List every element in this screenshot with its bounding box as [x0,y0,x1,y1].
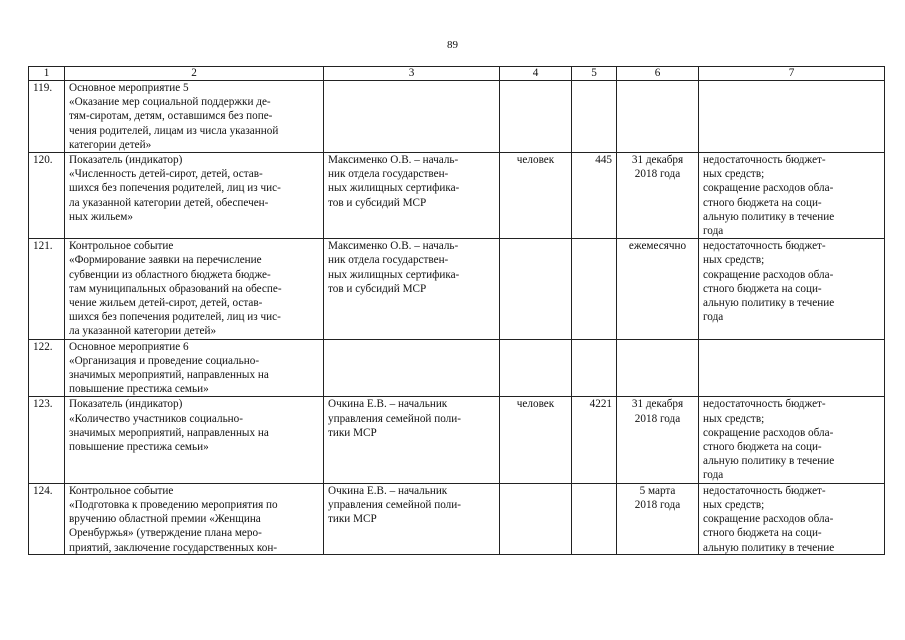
event-cell [65,153,324,239]
row-number-cell [29,239,65,339]
event-text-line: «Подготовка к проведению мероприятия по [69,498,278,511]
event-cell [65,239,324,339]
value-text: 445 [595,154,612,167]
risks-text-line: ных средств; [703,254,765,267]
table-row [29,483,885,554]
event-text-line: «Количество участников социально- [69,412,243,425]
risks-text-line: года [703,225,724,238]
risks-text-line: альную политику в течение [703,455,835,468]
event-text-line: шихся без попечения родителей, лиц из чис- [69,311,281,324]
row-number-cell [29,339,65,397]
event-text-line: Основное мероприятие 6 [69,340,189,353]
column-header: 3 [324,67,500,81]
value-cell [572,339,617,397]
responsible-cell [324,153,500,239]
unit-cell [500,483,572,554]
deadline-cell [617,81,699,153]
event-text-line: «Организация и проведение социально- [69,354,260,367]
risks-text-line: сокращение расходов обла- [703,426,834,439]
unit-cell [500,81,572,153]
plan-table [28,66,885,555]
unit-cell [500,153,572,239]
deadline-text-line: 31 декабря [631,398,684,411]
column-header: 1 [29,67,65,81]
risks-text-line: года [703,469,724,482]
value-cell [572,397,617,483]
responsible-text-line: ник отдела государствен- [328,254,449,267]
event-text-line: «Формирование заявки на перечисление [69,254,262,267]
event-text-line: значимых мероприятий, направленных на [69,426,269,439]
plan-table-body [29,81,885,555]
risks-cell [699,339,885,397]
event-text-line: вручению областной премии «Женщина [69,513,261,526]
responsible-text-line: Максименко О.В. – началь- [328,154,459,167]
row-number: 119. [33,82,53,94]
responsible-cell [324,339,500,397]
risks-text-line: стного бюджета на соци- [703,196,822,209]
deadline-cell [617,153,699,239]
event-text-line: Показатель (индикатор) [69,154,183,167]
event-text-line: чение жильем детей-сирот, детей, остав- [69,297,263,310]
event-text-line: Показатель (индикатор) [69,398,183,411]
deadline-cell [617,397,699,483]
column-header: 2 [65,67,324,81]
risks-text-line: стного бюджета на соци- [703,441,822,454]
deadline-cell [617,339,699,397]
responsible-text-line: тов и субсидий МСР [328,196,427,209]
event-text-line: субвенции из областного бюджета бюдже- [69,268,271,281]
row-number-cell [29,81,65,153]
value-text: 4221 [589,398,612,411]
event-text-line: ла указанной категории детей» [69,325,217,338]
deadline-cell [617,483,699,554]
event-text-line: «Оказание мер социальной поддержки де- [69,96,271,109]
table-row [29,239,885,339]
event-cell [65,397,324,483]
event-text-line: Контрольное событие [69,484,174,497]
event-text-line: Контрольное событие [69,240,174,253]
risks-text-line: стного бюджета на соци- [703,527,822,540]
table-row [29,81,885,153]
responsible-text-line: тики МСР [328,513,377,526]
value-cell [572,239,617,339]
event-text-line: значимых мероприятий, направленных на [69,369,269,382]
responsible-text-line: управления семейной поли- [328,412,461,425]
responsible-text-line: тов и субсидий МСР [328,282,427,295]
value-cell [572,81,617,153]
risks-cell [699,153,885,239]
table-row [29,397,885,483]
column-header: 7 [699,67,885,81]
risks-cell [699,81,885,153]
column-header: 5 [572,67,617,81]
column-header: 6 [617,67,699,81]
risks-text-line: альную политику в течение [703,541,835,554]
table-row [29,153,885,239]
deadline-text-line: 31 декабря [631,154,684,167]
risks-text-line: года [703,311,724,324]
deadline-text-line: 2018 года [634,168,681,181]
deadline-cell [617,239,699,339]
responsible-text-line: управления семейной поли- [328,498,461,511]
responsible-text-line: тики МСР [328,426,377,439]
risks-text-line: сокращение расходов обла- [703,268,834,281]
risks-text-line: недостаточность бюджет- [703,484,826,497]
risks-cell [699,397,885,483]
row-number: 124. [33,484,53,497]
event-text-line: повышение престижа семьи» [69,383,209,396]
event-text-line: шихся без попечения родителей, лиц из чис- [69,182,281,195]
unit-cell [500,239,572,339]
event-text-line: чения родителей, лицам из числа указанной [69,124,279,137]
table-row [29,339,885,397]
row-number-cell [29,483,65,554]
deadline-text-line: 2018 года [634,498,681,511]
unit-cell [500,397,572,483]
unit-cell [500,339,572,397]
event-cell [65,81,324,153]
risks-text-line: ных средств; [703,168,765,181]
risks-text-line: сокращение расходов обла- [703,182,834,195]
column-header: 4 [500,67,572,81]
responsible-cell [324,397,500,483]
responsible-text-line: ных жилищных сертифика- [328,182,460,195]
row-number: 123. [33,398,53,411]
risks-text-line: сокращение расходов обла- [703,513,834,526]
responsible-cell [324,483,500,554]
risks-text-line: недостаточность бюджет- [703,398,826,411]
row-number: 121. [33,240,53,253]
value-cell [572,153,617,239]
row-number-cell [29,397,65,483]
responsible-text-line: ных жилищных сертифика- [328,268,460,281]
event-text-line: Оренбуржья» (утверждение плана меро- [69,527,262,540]
event-text-line: приятий, заключение государственных кон- [69,541,278,554]
risks-text-line: альную политику в течение [703,297,835,310]
event-text-line: «Численность детей-сирот, детей, остав- [69,168,263,181]
event-text-line: повышение престижа семьи» [69,441,209,454]
event-text-line: ных жильем» [69,210,133,223]
risks-cell [699,239,885,339]
event-text-line: тям-сиротам, детям, оставшимся без попе- [69,110,273,123]
value-cell [572,483,617,554]
event-text-line: категории детей» [69,138,152,151]
responsible-cell [324,81,500,153]
deadline-text-line: 5 марта [639,484,676,497]
risks-text-line: недостаточность бюджет- [703,154,826,167]
responsible-text-line: Очкина Е.В. – начальник [328,484,448,497]
unit-text: человек [516,398,555,411]
responsible-cell [324,239,500,339]
unit-text: человек [516,154,555,167]
deadline-text-line: ежемесячно [628,240,687,253]
event-cell [65,483,324,554]
page-number: 89 [447,39,458,51]
row-number: 122. [33,340,53,353]
risks-text-line: стного бюджета на соци- [703,282,822,295]
row-number: 120. [33,154,53,167]
event-text-line: ла указанной категории детей, обеспечен- [69,196,269,209]
event-text-line: там муниципальных образований на обеспе- [69,282,282,295]
responsible-text-line: ник отдела государствен- [328,168,449,181]
risks-text-line: ных средств; [703,498,765,511]
responsible-text-line: Очкина Е.В. – начальник [328,398,448,411]
risks-text-line: недостаточность бюджет- [703,240,826,253]
row-number-cell [29,153,65,239]
responsible-text-line: Максименко О.В. – началь- [328,240,459,253]
deadline-text-line: 2018 года [634,412,681,425]
risks-cell [699,483,885,554]
event-cell [65,339,324,397]
event-text-line: Основное мероприятие 5 [69,82,189,94]
risks-text-line: ных средств; [703,412,765,425]
column-number-row [29,67,885,81]
risks-text-line: альную политику в течение [703,210,835,223]
